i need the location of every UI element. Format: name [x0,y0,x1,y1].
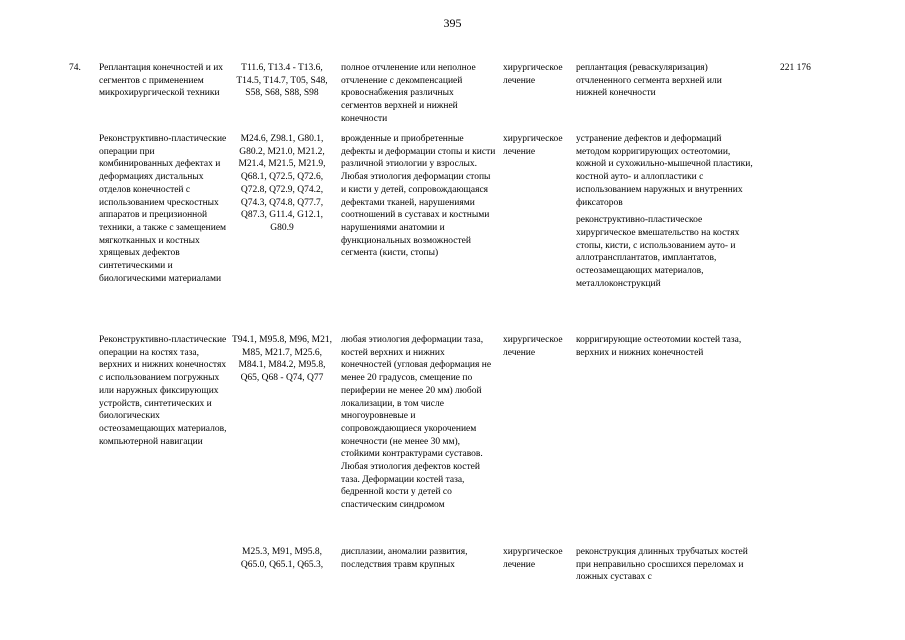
intervention-name: Реконструктивно-пластические операции на костях таза, верхних и нижних конечностях с использованием погружных или наружных фиксирующих устройств, синтетических и биологических остеозамещающих материалов, компьютерной навигации [99,335,227,447]
cost-value: 221 176 [780,63,811,73]
patient-model: полное отчленение или неполное отчленение с декомпенсацией кровоснабжения различных сегментов верхней и нижней конечности [341,63,476,124]
icd-codes: M25.3, M91, M95.8, Q65.0, Q65.1, Q65.3, [240,547,324,570]
method-text: устранение дефектов и деформаций методом корригирующих остеотомии, кожной и сухожильно-мышечной пластики, костной ауто- и аллопластики с использованием наружных и внутренних фиксаторов [576,134,753,208]
patient-model: любая этиология деформации таза, костей верхних и нижних конечностей (угловая деформация не менее 20 градусов, смещение по периферии не менее 20 мм) любой локализации, в том числе многоуровневые и сопровождающиеся укорочением конечности (не менее 30 мм), стойкими контрактурами суставов. Любая этиология дефектов костей таза. Деформации костей таза, бедренной кости у детей со спастическим синдромом [341,335,492,511]
icd-codes: T11.6, T13.4 - T13.6, T14.5, T14.7, T05, S48, S58, S68, S88, S98 [236,63,328,99]
method-text: реплантация (реваскуляризация) отчлененного сегмента верхней или нижней конечности [576,63,722,99]
method-text: корригирующие остеотомии костей таза, верхних и нижних конечностей [576,335,742,358]
patient-model: врожденные и приобретенные дефекты и деформации стопы и кисти различной этиологии у взрослых. Любая этиология деформации стопы и кисти у детей, сопровождающаяся дефектами тканей, нарушениями соотношений в суставах и костными нарушениями анатомии и функциональных возможностей сегмента (кисти, стопы) [341,134,496,259]
icd-codes: T94.1, M95.8, M96, M21, M85, M21.7, M25.6, M84.1, M84.2, M95.8, Q65, Q68 - Q74, Q77 [231,335,333,384]
page-number: 395 [443,16,462,30]
treatment-method [576,62,754,100]
method-text: реконструктивно-пластическое хирургическое вмешательство на костях стопы, кисти, с использованием ауто- и аллотрансплантатов, имплантатов, остеозамещающих материалов, металлоконструкций [576,215,740,289]
row-number: 74. [69,63,81,73]
intervention-name: Реконструктивно-пластические операции при комбинированных дефектах и деформациях дистальных отделов конечностей с использованием чрескостных аппаратов и прецизионной техники, а также с замещением мягкотканных и костных хрящевых дефектов синтетическими и биологическими материалами [99,134,227,284]
treatment-method [576,546,754,584]
method-text: реконструкция длинных трубчатых костей при неправильно сросшихся переломах и ложных суставах с [576,547,748,583]
intervention-name: Реплантация конечностей и их сегментов с применением микрохирургической техники [99,63,224,99]
patient-model: дисплазии, аномалии развития, последствия травм крупных [341,547,468,570]
treatment-method [576,334,754,359]
treatment-method [576,133,754,290]
treatment-type: хирургическое лечение [503,547,563,570]
treatment-type: хирургическое лечение [503,63,563,86]
treatment-type: хирургическое лечение [503,134,563,157]
treatment-type: хирургическое лечение [503,335,563,358]
icd-codes: M24.6, Z98.1, G80.1, G80.2, M21.0, M21.2, M21.4, M21.5, M21.9, Q68.1, Q72.5, Q72.6, Q72.8, Q72.9, Q74.2, Q74.3, Q74.8, Q77.7, Q87.3, G11.4, G12.1, G80.9 [238,134,326,233]
